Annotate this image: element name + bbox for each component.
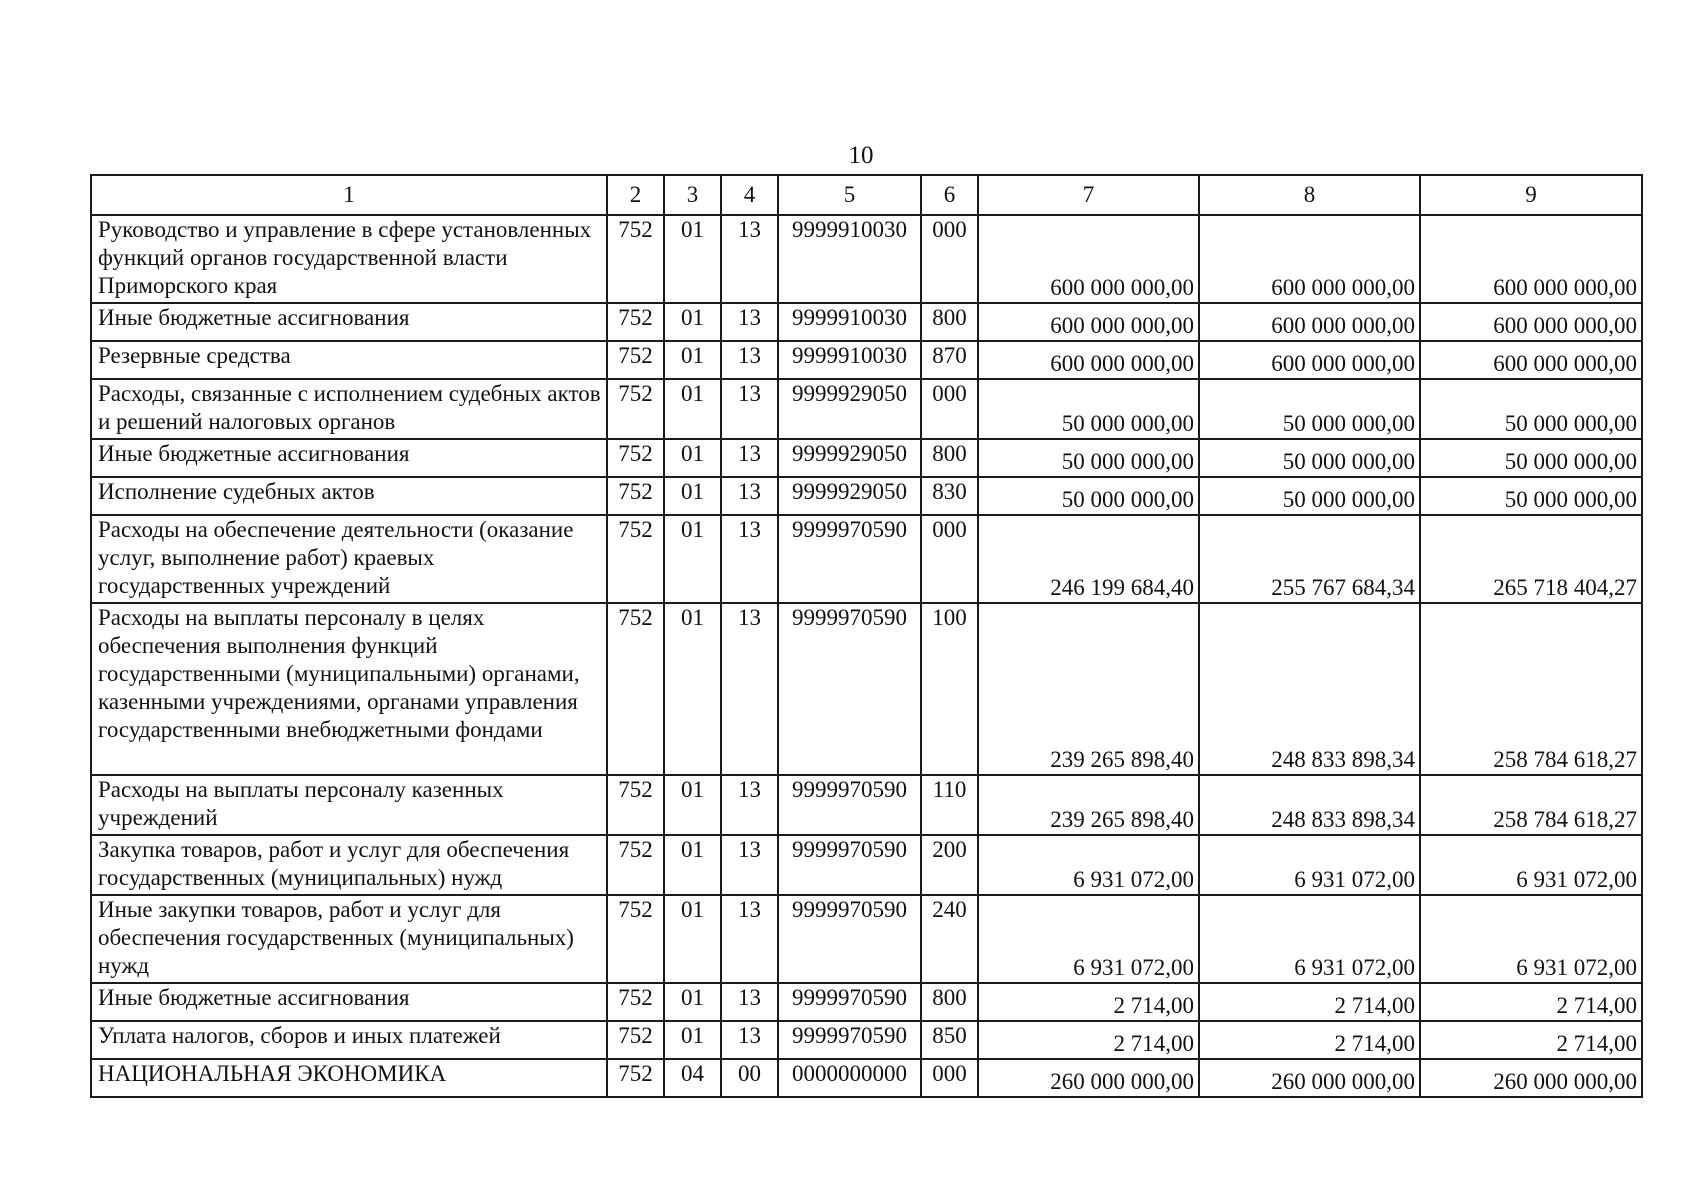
row-amount-7: 50 000 000,00 bbox=[978, 477, 1199, 515]
row-name: Иные бюджетные ассигнования bbox=[91, 439, 607, 477]
table-row bbox=[91, 1059, 1642, 1097]
row-code-6: 830 bbox=[921, 477, 978, 515]
row-name: Уплата налогов, сборов и иных платежей bbox=[91, 1021, 607, 1059]
row-amount-7: 246 199 684,40 bbox=[978, 515, 1199, 603]
row-code-2: 752 bbox=[607, 775, 664, 835]
table-row bbox=[91, 515, 1642, 603]
table-row bbox=[91, 303, 1642, 341]
column-number-7: 7 bbox=[978, 175, 1199, 215]
row-code-5: 9999970590 bbox=[778, 983, 921, 1021]
row-name: Закупка товаров, работ и услуг для обеспечения государственных (муниципальных) нужд bbox=[91, 835, 607, 895]
row-amount-8: 50 000 000,00 bbox=[1199, 477, 1420, 515]
table-row bbox=[91, 439, 1642, 477]
row-code-5: 9999970590 bbox=[778, 603, 921, 775]
column-number-3: 3 bbox=[664, 175, 721, 215]
row-amount-8: 50 000 000,00 bbox=[1199, 439, 1420, 477]
row-code-6: 800 bbox=[921, 439, 978, 477]
row-amount-8: 600 000 000,00 bbox=[1199, 341, 1420, 379]
row-code-5: 9999970590 bbox=[778, 515, 921, 603]
row-code-2: 752 bbox=[607, 477, 664, 515]
row-name: Иные бюджетные ассигнования bbox=[91, 303, 607, 341]
row-code-5: 9999929050 bbox=[778, 439, 921, 477]
row-code-4: 13 bbox=[721, 341, 778, 379]
row-code-3: 01 bbox=[664, 835, 721, 895]
row-code-5: 9999970590 bbox=[778, 1021, 921, 1059]
column-number-row bbox=[91, 175, 1642, 215]
row-code-6: 200 bbox=[921, 835, 978, 895]
row-amount-9: 265 718 404,27 bbox=[1420, 515, 1642, 603]
row-code-2: 752 bbox=[607, 1059, 664, 1097]
column-number-9: 9 bbox=[1420, 175, 1642, 215]
row-name: Расходы на обеспечение деятельности (оказание услуг, выполнение работ) краевых государственных учреждений bbox=[91, 515, 607, 603]
table-row bbox=[91, 341, 1642, 379]
row-amount-7: 239 265 898,40 bbox=[978, 775, 1199, 835]
table-row bbox=[91, 379, 1642, 439]
row-code-6: 110 bbox=[921, 775, 978, 835]
row-amount-7: 600 000 000,00 bbox=[978, 303, 1199, 341]
row-amount-8: 6 931 072,00 bbox=[1199, 895, 1420, 983]
column-number-5: 5 bbox=[778, 175, 921, 215]
row-code-6: 000 bbox=[921, 1059, 978, 1097]
row-code-2: 752 bbox=[607, 895, 664, 983]
row-code-2: 752 bbox=[607, 983, 664, 1021]
row-amount-7: 600 000 000,00 bbox=[978, 341, 1199, 379]
row-code-6: 850 bbox=[921, 1021, 978, 1059]
row-amount-9: 600 000 000,00 bbox=[1420, 303, 1642, 341]
row-code-6: 100 bbox=[921, 603, 978, 775]
row-code-5: 9999970590 bbox=[778, 775, 921, 835]
row-amount-7: 6 931 072,00 bbox=[978, 895, 1199, 983]
row-amount-8: 600 000 000,00 bbox=[1199, 303, 1420, 341]
row-code-5: 9999970590 bbox=[778, 835, 921, 895]
row-code-3: 01 bbox=[664, 215, 721, 303]
column-number-8: 8 bbox=[1199, 175, 1420, 215]
row-amount-8: 50 000 000,00 bbox=[1199, 379, 1420, 439]
row-code-4: 13 bbox=[721, 895, 778, 983]
row-code-5: 9999970590 bbox=[778, 895, 921, 983]
row-code-6: 800 bbox=[921, 983, 978, 1021]
row-code-2: 752 bbox=[607, 835, 664, 895]
row-code-3: 01 bbox=[664, 303, 721, 341]
row-code-4: 00 bbox=[721, 1059, 778, 1097]
row-amount-8: 600 000 000,00 bbox=[1199, 215, 1420, 303]
row-code-2: 752 bbox=[607, 439, 664, 477]
row-code-2: 752 bbox=[607, 215, 664, 303]
column-number-4: 4 bbox=[721, 175, 778, 215]
row-amount-8: 248 833 898,34 bbox=[1199, 603, 1420, 775]
row-code-3: 01 bbox=[664, 775, 721, 835]
row-amount-9: 600 000 000,00 bbox=[1420, 341, 1642, 379]
row-name: Расходы на выплаты персоналу в целях обеспечения выполнения функций государственными (муниципальными) органами, казенными учреждениями, органами управления государственными внебюджетными фондами bbox=[91, 603, 607, 775]
row-code-3: 01 bbox=[664, 341, 721, 379]
row-code-6: 800 bbox=[921, 303, 978, 341]
row-amount-7: 600 000 000,00 bbox=[978, 215, 1199, 303]
row-code-6: 000 bbox=[921, 379, 978, 439]
row-code-6: 870 bbox=[921, 341, 978, 379]
row-code-6: 240 bbox=[921, 895, 978, 983]
row-code-4: 13 bbox=[721, 477, 778, 515]
row-code-2: 752 bbox=[607, 341, 664, 379]
row-amount-9: 2 714,00 bbox=[1420, 983, 1642, 1021]
row-amount-8: 260 000 000,00 bbox=[1199, 1059, 1420, 1097]
row-code-2: 752 bbox=[607, 303, 664, 341]
row-name: Расходы на выплаты персоналу казенных учреждений bbox=[91, 775, 607, 835]
row-amount-8: 2 714,00 bbox=[1199, 1021, 1420, 1059]
row-code-2: 752 bbox=[607, 379, 664, 439]
row-amount-9: 50 000 000,00 bbox=[1420, 439, 1642, 477]
row-code-3: 01 bbox=[664, 603, 721, 775]
row-amount-7: 6 931 072,00 bbox=[978, 835, 1199, 895]
table-row bbox=[91, 603, 1642, 775]
row-code-5: 9999929050 bbox=[778, 379, 921, 439]
row-code-6: 000 bbox=[921, 215, 978, 303]
table-row bbox=[91, 215, 1642, 303]
row-code-5: 9999910030 bbox=[778, 341, 921, 379]
row-amount-9: 50 000 000,00 bbox=[1420, 477, 1642, 515]
row-amount-9: 260 000 000,00 bbox=[1420, 1059, 1642, 1097]
row-code-6: 000 bbox=[921, 515, 978, 603]
row-amount-7: 2 714,00 bbox=[978, 983, 1199, 1021]
row-amount-9: 6 931 072,00 bbox=[1420, 835, 1642, 895]
column-number-1: 1 bbox=[91, 175, 607, 215]
page-number: 10 bbox=[848, 142, 874, 169]
row-code-4: 13 bbox=[721, 303, 778, 341]
row-name: Исполнение судебных актов bbox=[91, 477, 607, 515]
row-amount-9: 50 000 000,00 bbox=[1420, 379, 1642, 439]
table-row bbox=[91, 835, 1642, 895]
row-name: Иные бюджетные ассигнования bbox=[91, 983, 607, 1021]
row-code-4: 13 bbox=[721, 515, 778, 603]
row-name: НАЦИОНАЛЬНАЯ ЭКОНОМИКА bbox=[91, 1059, 607, 1097]
table-row bbox=[91, 1021, 1642, 1059]
column-number-6: 6 bbox=[921, 175, 978, 215]
column-number-2: 2 bbox=[607, 175, 664, 215]
budget-table bbox=[90, 174, 1643, 1098]
row-code-4: 13 bbox=[721, 1021, 778, 1059]
row-name: Расходы, связанные с исполнением судебных актов и решений налоговых органов bbox=[91, 379, 607, 439]
row-amount-7: 239 265 898,40 bbox=[978, 603, 1199, 775]
row-amount-8: 2 714,00 bbox=[1199, 983, 1420, 1021]
table-row bbox=[91, 477, 1642, 515]
table-row bbox=[91, 775, 1642, 835]
row-code-2: 752 bbox=[607, 1021, 664, 1059]
row-code-4: 13 bbox=[721, 603, 778, 775]
row-code-2: 752 bbox=[607, 603, 664, 775]
row-code-3: 04 bbox=[664, 1059, 721, 1097]
row-code-4: 13 bbox=[721, 439, 778, 477]
row-code-3: 01 bbox=[664, 439, 721, 477]
row-code-3: 01 bbox=[664, 1021, 721, 1059]
row-amount-9: 2 714,00 bbox=[1420, 1021, 1642, 1059]
row-code-3: 01 bbox=[664, 379, 721, 439]
table-row bbox=[91, 983, 1642, 1021]
row-code-3: 01 bbox=[664, 515, 721, 603]
row-code-4: 13 bbox=[721, 215, 778, 303]
row-code-3: 01 bbox=[664, 477, 721, 515]
row-amount-9: 6 931 072,00 bbox=[1420, 895, 1642, 983]
row-amount-7: 50 000 000,00 bbox=[978, 379, 1199, 439]
row-name: Иные закупки товаров, работ и услуг для обеспечения государственных (муниципальных) нужд bbox=[91, 895, 607, 983]
row-amount-9: 258 784 618,27 bbox=[1420, 603, 1642, 775]
row-code-4: 13 bbox=[721, 775, 778, 835]
row-code-5: 9999910030 bbox=[778, 215, 921, 303]
row-code-3: 01 bbox=[664, 895, 721, 983]
row-code-4: 13 bbox=[721, 835, 778, 895]
row-amount-7: 50 000 000,00 bbox=[978, 439, 1199, 477]
row-name: Руководство и управление в сфере установленных функций органов государственной власти Приморского края bbox=[91, 215, 607, 303]
row-name: Резервные средства bbox=[91, 341, 607, 379]
row-amount-9: 258 784 618,27 bbox=[1420, 775, 1642, 835]
row-code-4: 13 bbox=[721, 983, 778, 1021]
row-amount-8: 6 931 072,00 bbox=[1199, 835, 1420, 895]
row-amount-9: 600 000 000,00 bbox=[1420, 215, 1642, 303]
row-amount-7: 260 000 000,00 bbox=[978, 1059, 1199, 1097]
row-code-3: 01 bbox=[664, 983, 721, 1021]
table-row bbox=[91, 895, 1642, 983]
row-code-5: 9999929050 bbox=[778, 477, 921, 515]
row-code-5: 0000000000 bbox=[778, 1059, 921, 1097]
row-amount-8: 255 767 684,34 bbox=[1199, 515, 1420, 603]
row-code-5: 9999910030 bbox=[778, 303, 921, 341]
row-code-2: 752 bbox=[607, 515, 664, 603]
row-code-4: 13 bbox=[721, 379, 778, 439]
row-amount-8: 248 833 898,34 bbox=[1199, 775, 1420, 835]
row-amount-7: 2 714,00 bbox=[978, 1021, 1199, 1059]
